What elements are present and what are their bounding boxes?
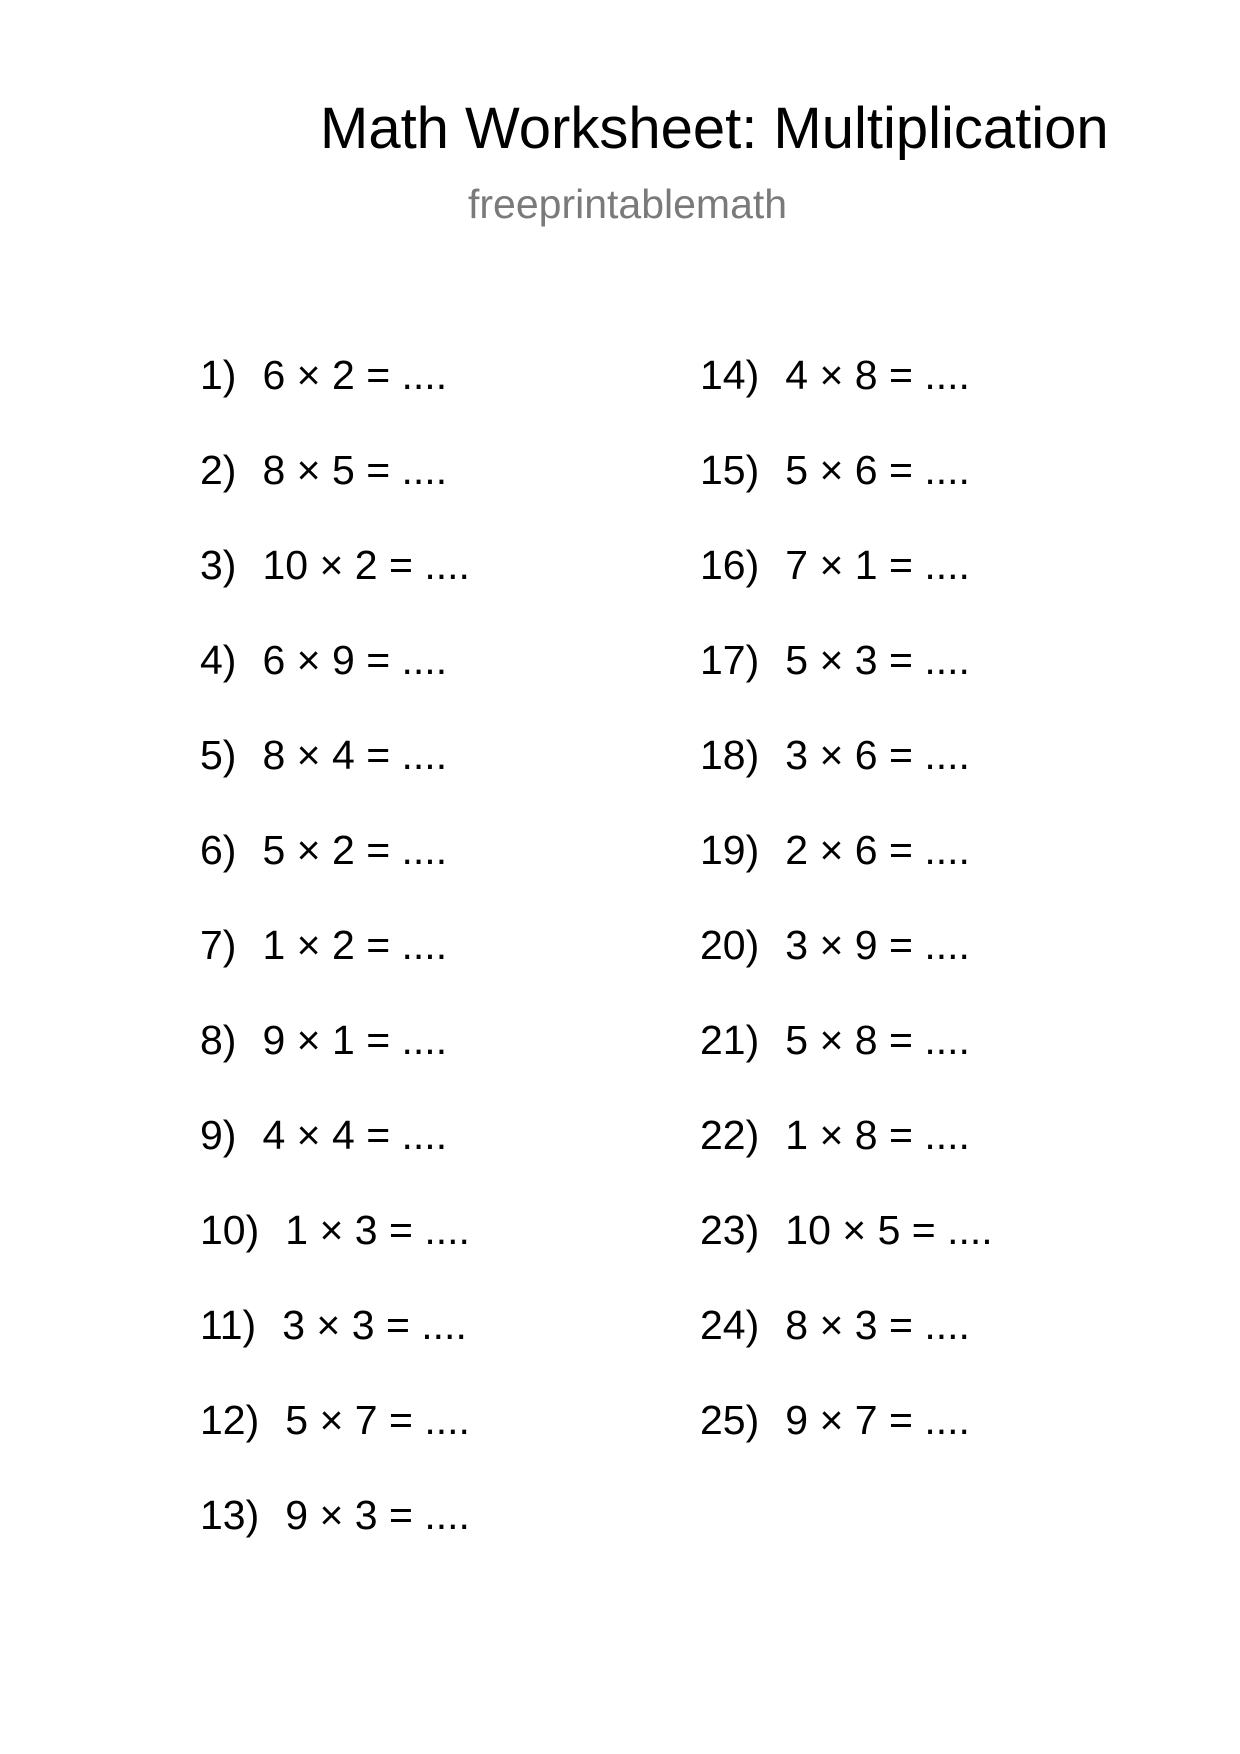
worksheet-title: Math Worksheet: Multiplication bbox=[320, 96, 1109, 161]
problem-number: 24) bbox=[700, 1302, 760, 1348]
problem-item bbox=[200, 1302, 467, 1348]
problem-number: 9) bbox=[200, 1112, 237, 1158]
problem-expression: 3 × 3 = .... bbox=[282, 1302, 467, 1348]
problem-number: 17) bbox=[700, 637, 760, 683]
problem-number: 7) bbox=[200, 922, 237, 968]
problem-item bbox=[700, 1302, 970, 1348]
problem-item bbox=[700, 827, 970, 873]
problem-expression: 9 × 3 = .... bbox=[285, 1492, 470, 1538]
problem-expression: 5 × 8 = .... bbox=[785, 1017, 970, 1063]
problem-expression: 4 × 8 = .... bbox=[785, 352, 970, 398]
problem-item bbox=[700, 1397, 970, 1443]
problem-expression: 4 × 4 = .... bbox=[262, 1112, 448, 1158]
problem-expression: 10 × 5 = .... bbox=[785, 1207, 993, 1253]
problem-expression: 10 × 2 = .... bbox=[262, 542, 470, 588]
problem-expression: 1 × 2 = .... bbox=[262, 922, 448, 968]
problem-expression: 5 × 3 = .... bbox=[785, 637, 970, 683]
problem-item bbox=[200, 1017, 448, 1063]
problem-expression: 3 × 9 = .... bbox=[785, 922, 970, 968]
problem-item bbox=[700, 1017, 970, 1063]
problem-expression: 5 × 2 = .... bbox=[262, 827, 448, 873]
problem-item bbox=[700, 732, 970, 778]
problem-expression: 9 × 7 = .... bbox=[785, 1397, 970, 1443]
problem-item bbox=[700, 637, 970, 683]
problem-number: 8) bbox=[200, 1017, 237, 1063]
problem-number: 2) bbox=[200, 447, 237, 493]
problem-number: 19) bbox=[700, 827, 760, 873]
problem-number: 18) bbox=[700, 732, 760, 778]
problem-expression: 8 × 5 = .... bbox=[262, 447, 448, 493]
problem-number: 16) bbox=[700, 542, 760, 588]
problem-number: 6) bbox=[200, 827, 237, 873]
problem-item bbox=[700, 352, 970, 398]
problem-number: 11) bbox=[200, 1302, 257, 1348]
problem-number: 22) bbox=[700, 1112, 760, 1158]
problem-number: 12) bbox=[200, 1397, 260, 1443]
problem-number: 5) bbox=[200, 732, 237, 778]
problem-item bbox=[700, 922, 970, 968]
problem-item bbox=[200, 732, 448, 778]
problem-expression: 2 × 6 = .... bbox=[785, 827, 970, 873]
problem-number: 20) bbox=[700, 922, 760, 968]
problem-item bbox=[200, 352, 448, 398]
problem-expression: 7 × 1 = .... bbox=[785, 542, 970, 588]
problem-expression: 6 × 2 = .... bbox=[262, 352, 448, 398]
problem-number: 3) bbox=[200, 542, 237, 588]
problem-number: 15) bbox=[700, 447, 760, 493]
problem-number: 23) bbox=[700, 1207, 760, 1253]
problem-item bbox=[200, 1112, 448, 1158]
problem-item bbox=[700, 447, 970, 493]
problem-expression: 1 × 8 = .... bbox=[785, 1112, 970, 1158]
problem-expression: 3 × 6 = .... bbox=[785, 732, 970, 778]
problem-expression: 8 × 4 = .... bbox=[262, 732, 448, 778]
problem-number: 25) bbox=[700, 1397, 760, 1443]
problem-number: 4) bbox=[200, 637, 237, 683]
problem-number: 1) bbox=[200, 352, 237, 398]
problem-expression: 9 × 1 = .... bbox=[262, 1017, 448, 1063]
problem-item bbox=[700, 1207, 993, 1253]
problem-item bbox=[200, 1207, 470, 1253]
problem-expression: 1 × 3 = .... bbox=[285, 1207, 470, 1253]
problem-item bbox=[200, 1397, 470, 1443]
problem-expression: 8 × 3 = .... bbox=[785, 1302, 970, 1348]
worksheet-source: freeprintablemath bbox=[468, 181, 788, 227]
problem-item bbox=[200, 447, 448, 493]
problem-expression: 6 × 9 = .... bbox=[262, 637, 448, 683]
problem-item bbox=[700, 1112, 970, 1158]
problem-item bbox=[700, 542, 970, 588]
problem-expression: 5 × 7 = .... bbox=[285, 1397, 470, 1443]
problem-item bbox=[200, 827, 448, 873]
problem-expression: 5 × 6 = .... bbox=[785, 447, 970, 493]
problem-item bbox=[200, 637, 448, 683]
problem-number: 14) bbox=[700, 352, 760, 398]
problem-number: 13) bbox=[200, 1492, 260, 1538]
problem-number: 21) bbox=[700, 1017, 760, 1063]
problem-item bbox=[200, 1492, 470, 1538]
problem-item bbox=[200, 922, 448, 968]
problem-item bbox=[200, 542, 470, 588]
problem-number: 10) bbox=[200, 1207, 260, 1253]
